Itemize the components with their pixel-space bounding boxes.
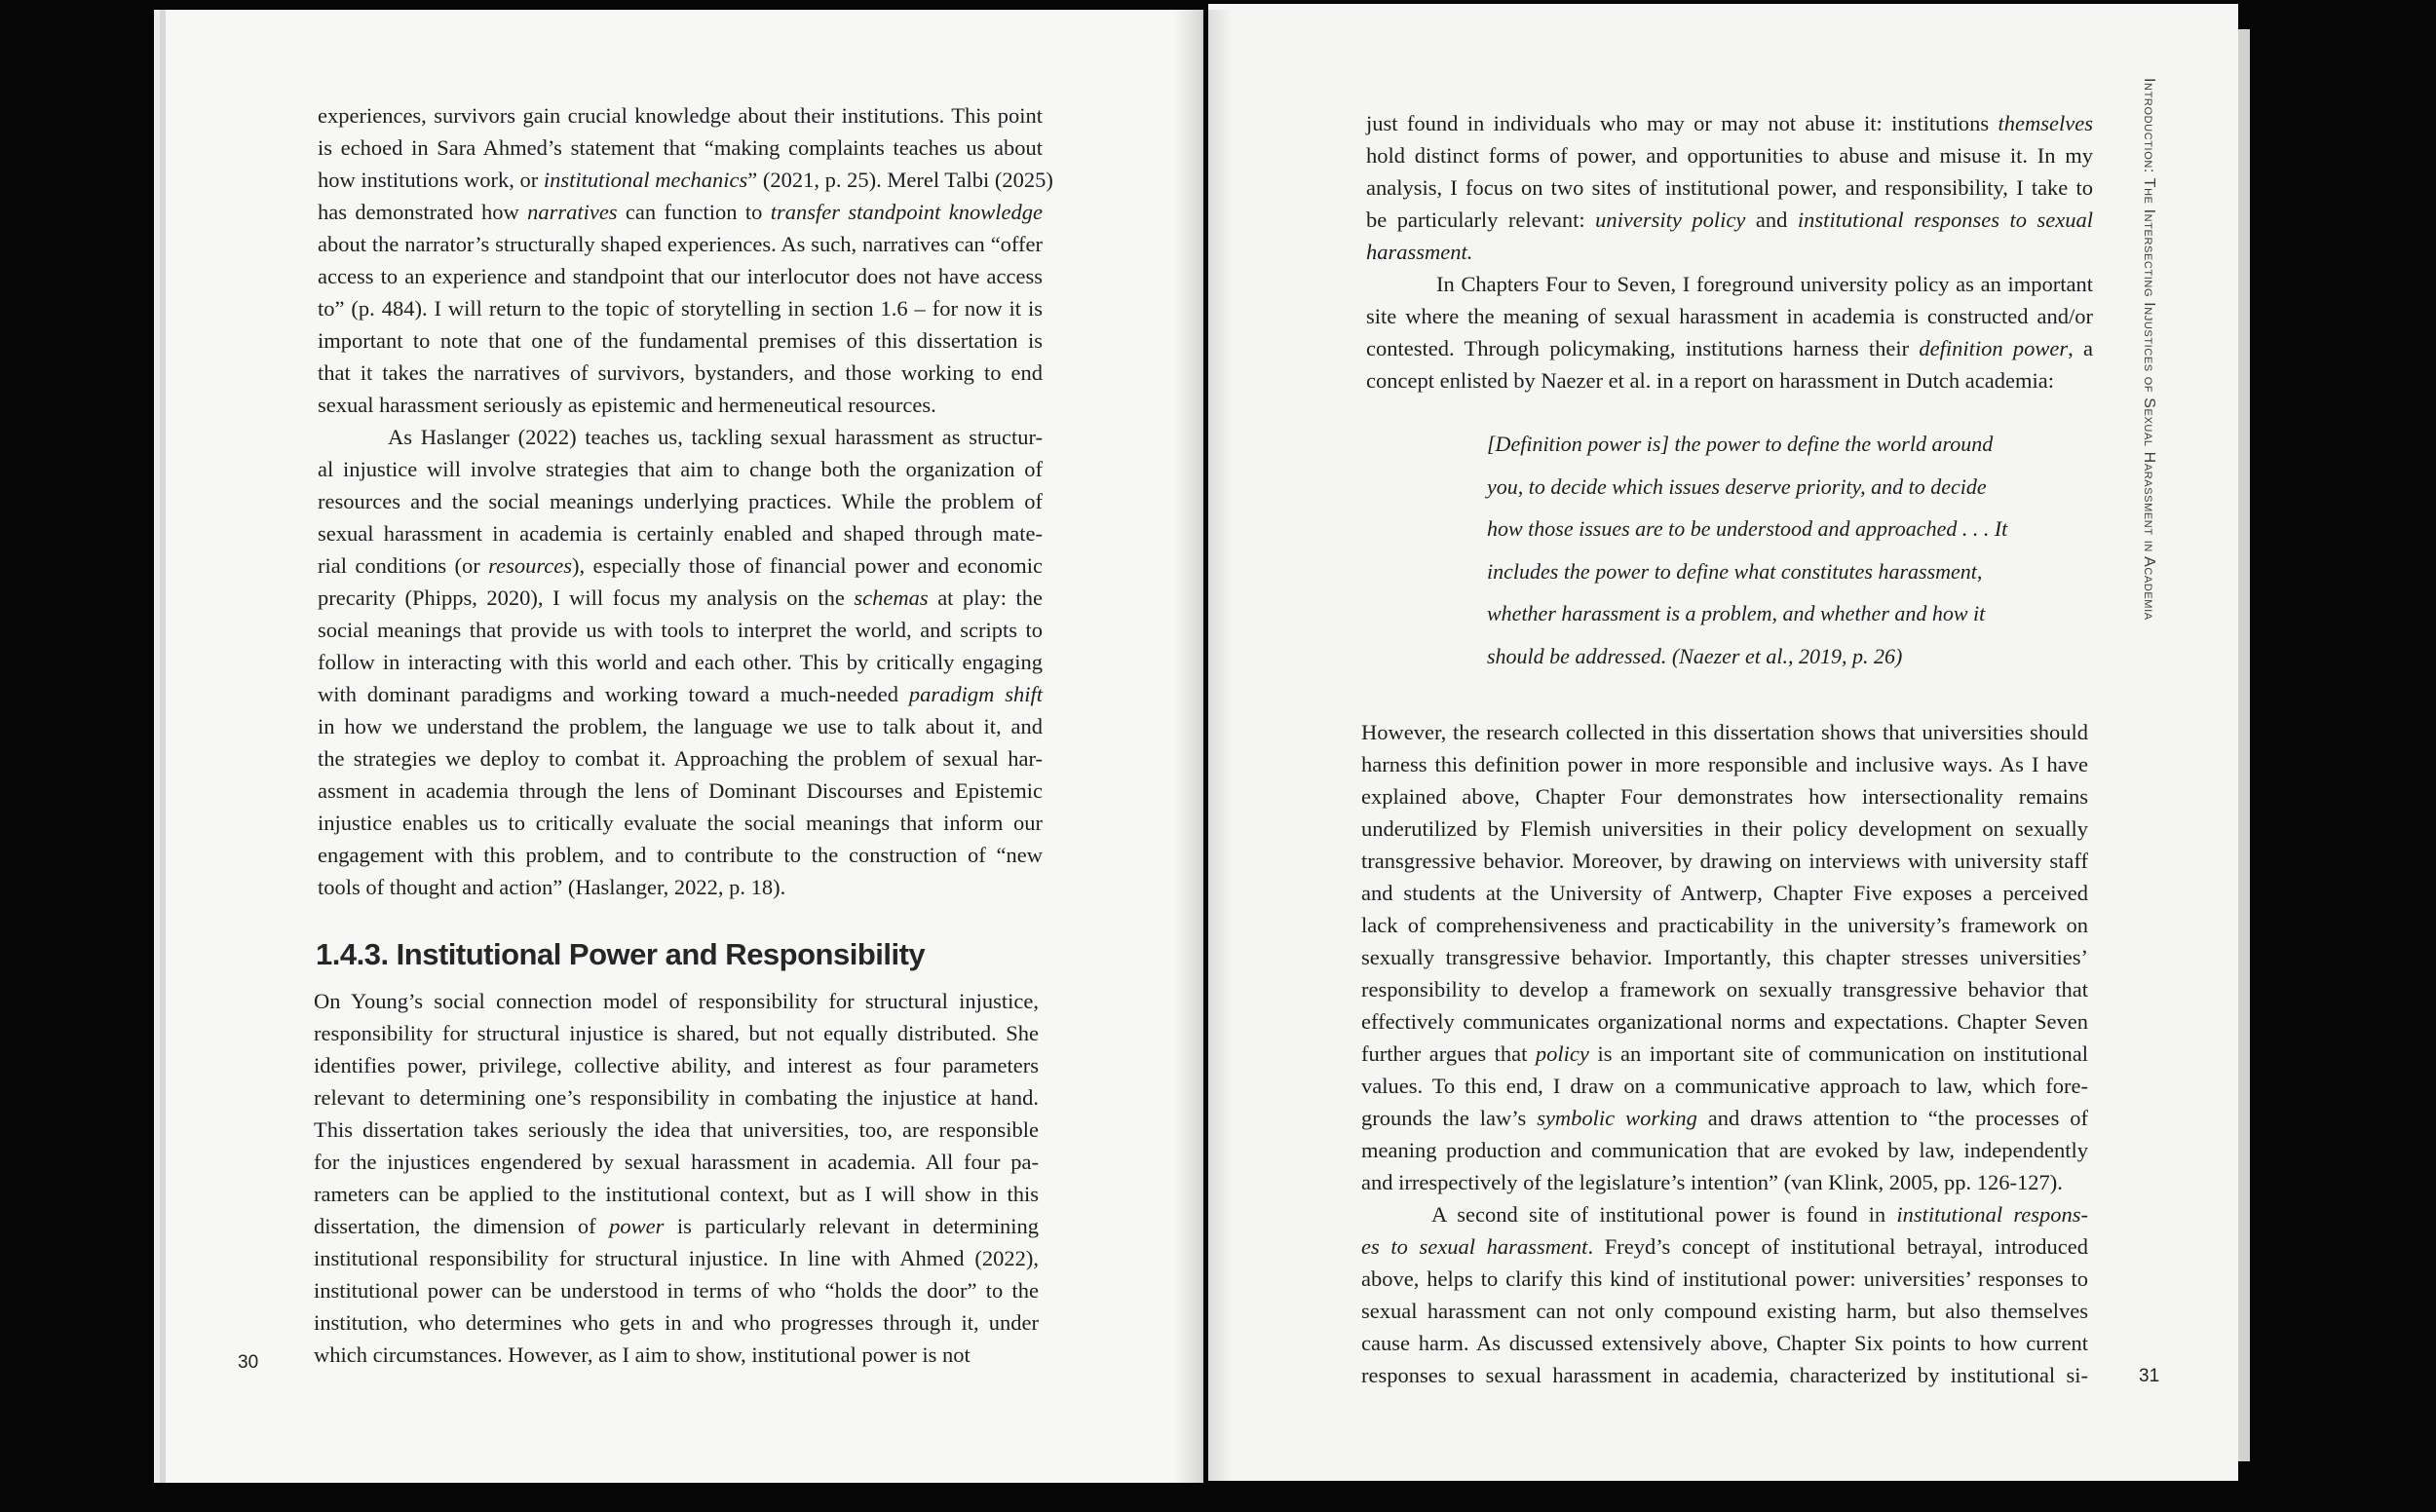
- text-line: harassment.: [1366, 240, 1473, 264]
- page-block-edge: [2238, 29, 2250, 1461]
- text-line: relevant to determining one’s responsibility in combating the injustice at hand.: [314, 1085, 1039, 1110]
- text-line: analysis, I focus on two sites of institutional power, and responsibility, I take to: [1366, 175, 2093, 200]
- page-number-right: 31: [2139, 1366, 2160, 1386]
- text-line: further argues that policy is an important site of communication on institutional: [1361, 1041, 2088, 1066]
- text-line: site where the meaning of sexual harassment in academia is constructed and/or: [1366, 304, 2093, 328]
- right-body-text: [1361, 716, 2088, 1391]
- text-line: whether harassment is a problem, and whether and how it: [1487, 601, 1986, 625]
- text-line: social meanings that provide us with tools to interpret the world, and scripts to: [318, 618, 1043, 642]
- text-line: explained above, Chapter Four demonstrates how intersectionality remains: [1361, 784, 2088, 809]
- text-line: sexual harassment seriously as epistemic and hermeneutical resources.: [318, 393, 936, 417]
- text-line: institutional power can be understood in terms of who “holds the door” to the: [314, 1278, 1039, 1303]
- text-line: the strategies we deploy to combat it. Approaching the problem of sexual har-: [318, 746, 1043, 771]
- text-line: resources and the social meanings underlying practices. While the problem of: [318, 489, 1043, 513]
- text-line: responses to sexual harassment in academia, characterized by institutional si-: [1361, 1363, 2088, 1387]
- text-line: about the narrator’s structurally shaped experiences. As such, narratives can “offer: [318, 232, 1043, 256]
- text-line: experiences, survivors gain crucial knowledge about their institutions. This point: [318, 103, 1043, 128]
- section-heading: 1.4.3. Institutional Power and Responsibility: [316, 937, 926, 971]
- text-line: In Chapters Four to Seven, I foreground university policy as an important: [1436, 272, 2093, 296]
- text-line: how those issues are to be understood and approached . . . It: [1487, 516, 2008, 541]
- text-line: underutilized by Flemish universities in their policy development on sexually: [1361, 816, 2088, 841]
- left-body-text: [318, 99, 1053, 903]
- text-line: to” (p. 484). I will return to the topic of storytelling in section 1.6 – for now it is: [318, 296, 1043, 321]
- text-line: and irrespectively of the legislature’s intention” (van Klink, 2005, pp. 126-127).: [1361, 1170, 2063, 1194]
- text-line: meaning production and communication that are evoked by law, independently: [1361, 1138, 2088, 1162]
- text-line: A second site of institutional power is found in institutional respons-: [1431, 1202, 2088, 1227]
- right-intro-text: [1366, 107, 2093, 397]
- text-line: has demonstrated how narratives can function to transfer standpoint knowledge: [318, 200, 1043, 224]
- text-line: concept enlisted by Naezer et al. in a report on harassment in Dutch academia:: [1366, 368, 2054, 393]
- text-line: values. To this end, I draw on a communicative approach to law, which fore-: [1361, 1074, 2088, 1098]
- text-line: sexually transgressive behavior. Importantly, this chapter stresses universities’: [1361, 945, 2088, 969]
- left-section-text: [314, 985, 1039, 1371]
- text-line: engagement with this problem, and to contribute to the construction of “new: [318, 843, 1043, 867]
- text-line: assment in academia through the lens of Dominant Discourses and Epistemic: [318, 778, 1043, 803]
- text-line: effectively communicates organizational norms and expectations. Chapter Seven: [1361, 1009, 2088, 1034]
- text-line: access to an experience and standpoint that our interlocutor does not have access: [318, 264, 1043, 288]
- text-line: al injustice will involve strategies that aim to change both the organization of: [318, 457, 1043, 481]
- text-line: which circumstances. However, as I aim to show, institutional power is not: [314, 1342, 971, 1367]
- text-line: institution, who determines who gets in and who progresses through it, under: [314, 1310, 1039, 1335]
- text-line: how institutions work, or institutional mechanics” (2021, p. 25). Merel Talbi (2025): [318, 168, 1053, 192]
- text-line: As Haslanger (2022) teaches us, tackling sexual harassment as structur-: [388, 425, 1043, 449]
- text-line: This dissertation takes seriously the idea that universities, too, are responsible: [314, 1117, 1039, 1142]
- text-line: contested. Through policymaking, institutions harness their definition power, a: [1366, 336, 2093, 360]
- text-line: follow in interacting with this world and each other. This by critically engaging: [318, 650, 1043, 674]
- text-line: be particularly relevant: university policy and institutional responses to sexual: [1366, 208, 2093, 232]
- text-line: On Young’s social connection model of responsibility for structural injustice,: [314, 989, 1039, 1013]
- block-quote: [1487, 423, 2033, 677]
- text-line: hold distinct forms of power, and opportunities to abuse and misuse it. In my: [1366, 143, 2093, 168]
- text-line: and students at the University of Antwerp, Chapter Five exposes a perceived: [1361, 881, 2088, 905]
- text-line: sexual harassment can not only compound existing harm, but also themselves: [1361, 1299, 2088, 1323]
- text-line: However, the research collected in this dissertation shows that universities should: [1361, 720, 2088, 744]
- text-line: should be addressed. (Naezer et al., 2019, p. 26): [1487, 643, 1903, 668]
- text-line: important to note that one of the fundamental premises of this dissertation is: [318, 328, 1043, 353]
- text-line: institutional responsibility for structural injustice. In line with Ahmed (2022),: [314, 1246, 1039, 1270]
- text-line: for the injustices engendered by sexual harassment in academia. All four pa-: [314, 1150, 1039, 1174]
- text-line: harness this definition power in more responsible and inclusive ways. As I have: [1361, 752, 2088, 776]
- text-line: precarity (Phipps, 2020), I will focus my analysis on the schemas at play: the: [318, 586, 1043, 610]
- text-line: above, helps to clarify this kind of institutional power: universities’ responses to: [1361, 1266, 2088, 1291]
- text-line: cause harm. As discussed extensively above, Chapter Six points to how current: [1361, 1331, 2088, 1355]
- text-line: rial conditions (or resources), especially those of financial power and economic: [318, 553, 1043, 578]
- text-line: identifies power, privilege, collective ability, and interest as four parameters: [314, 1053, 1039, 1077]
- text-line: with dominant paradigms and working toward a much-needed paradigm shift: [318, 682, 1043, 706]
- text-line: includes the power to define what constitutes harassment,: [1487, 558, 1983, 584]
- text-line: tools of thought and action” (Haslanger, 2022, p. 18).: [318, 875, 786, 899]
- text-line: [Definition power is] the power to define the world around: [1487, 432, 1994, 456]
- text-line: in how we understand the problem, the language we use to talk about it, and: [318, 714, 1043, 738]
- text-line: you, to decide which issues deserve priority, and to decide: [1487, 473, 1987, 499]
- running-head: Introduction: The Intersecting Injustices of Sexual Harassment in Academia: [2141, 78, 2157, 621]
- text-line: rameters can be applied to the institutional context, but as I will show in this: [314, 1182, 1039, 1206]
- text-line: that it takes the narratives of survivors, bystanders, and those working to end: [318, 360, 1043, 385]
- text-line: responsibility to develop a framework on sexually transgressive behavior that: [1361, 977, 2088, 1002]
- text-line: is echoed in Sara Ahmed’s statement that “making complaints teaches us about: [318, 135, 1043, 160]
- text-line: just found in individuals who may or may not abuse it: institutions themselves: [1366, 111, 2093, 135]
- text-line: grounds the law’s symbolic working and draws attention to “the processes of: [1361, 1106, 2089, 1130]
- text-line: sexual harassment in academia is certainly enabled and shaped through mate-: [318, 521, 1043, 546]
- text-line: lack of comprehensiveness and practicability in the university’s framework on: [1361, 913, 2088, 937]
- text-line: responsibility for structural injustice is shared, but not equally distributed. She: [314, 1021, 1039, 1045]
- page-number-left: 30: [238, 1352, 259, 1373]
- text-line: dissertation, the dimension of power is particularly relevant in determining: [314, 1214, 1039, 1238]
- text-line: es to sexual harassment. Freyd’s concept of institutional betrayal, introduced: [1361, 1234, 2088, 1259]
- text-line: injustice enables us to critically evaluate the social meanings that inform our: [318, 811, 1043, 835]
- text-line: transgressive behavior. Moreover, by drawing on interviews with university staff: [1361, 849, 2088, 873]
